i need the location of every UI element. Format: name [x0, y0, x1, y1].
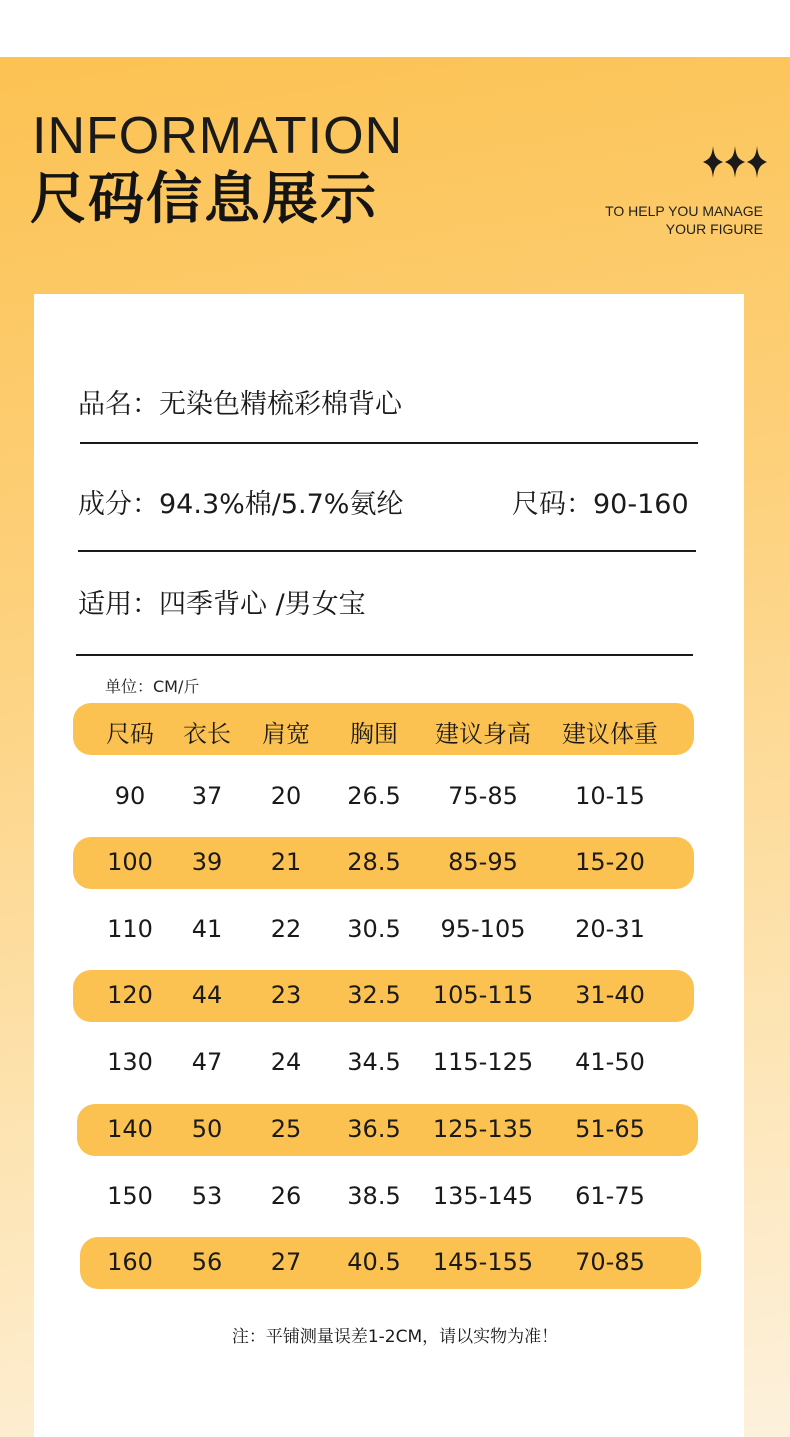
table-cell: 75-85 — [448, 782, 518, 810]
table-cell: 21 — [270, 848, 302, 876]
table-cell: 125-135 — [432, 1115, 534, 1143]
table-cell: 61-75 — [575, 1182, 645, 1210]
table-cell: 44 — [191, 981, 223, 1009]
table-cell: 70-85 — [575, 1248, 645, 1276]
table-cell: 51-65 — [575, 1115, 645, 1143]
table-cell: 28.5 — [347, 848, 401, 876]
tagline — [605, 202, 763, 238]
table-header-cell: 衣长 — [183, 720, 231, 748]
table-cell: 145-155 — [432, 1248, 534, 1276]
table-cell: 100 — [107, 848, 153, 876]
title-chinese: 尺码信息展示 — [30, 167, 378, 232]
divider — [76, 654, 693, 656]
table-cell: 160 — [107, 1248, 153, 1276]
table-cell: 130 — [107, 1048, 153, 1076]
table-cell: 32.5 — [347, 981, 401, 1009]
table-cell: 39 — [191, 848, 223, 876]
table-cell: 53 — [191, 1182, 223, 1210]
table-header-cell: 建议体重 — [562, 720, 658, 748]
title-english: INFORMATION — [32, 107, 404, 165]
sparkle-icon — [702, 142, 768, 182]
table-cell: 40.5 — [347, 1248, 401, 1276]
table-cell: 26 — [270, 1182, 302, 1210]
usage: 适用：四季背心 /男女宝 — [78, 589, 366, 620]
table-cell: 20-31 — [575, 915, 645, 943]
table-cell: 47 — [191, 1048, 223, 1076]
table-cell: 24 — [270, 1048, 302, 1076]
table-cell: 50 — [191, 1115, 223, 1143]
table-cell: 115-125 — [432, 1048, 534, 1076]
table-cell: 90 — [114, 782, 146, 810]
table-cell: 41 — [191, 915, 223, 943]
table-cell: 36.5 — [347, 1115, 401, 1143]
table-cell: 150 — [107, 1182, 153, 1210]
table-cell: 15-20 — [575, 848, 645, 876]
table-cell: 38.5 — [347, 1182, 401, 1210]
table-cell: 26.5 — [347, 782, 401, 810]
measurement-note: 注：平铺测量误差1-2CM，请以实物为准！ — [231, 1327, 559, 1347]
divider — [80, 442, 698, 444]
table-cell: 10-15 — [575, 782, 645, 810]
table-cell: 105-115 — [432, 981, 534, 1009]
table-header-cell: 肩宽 — [262, 720, 310, 748]
tagline-line-1: TO HELP YOU MANAGE — [605, 203, 763, 219]
divider — [78, 550, 696, 552]
table-header-cell: 胸围 — [350, 720, 398, 748]
table-cell: 27 — [270, 1248, 302, 1276]
table-cell: 41-50 — [575, 1048, 645, 1076]
table-cell: 25 — [270, 1115, 302, 1143]
table-cell: 22 — [270, 915, 302, 943]
table-cell: 135-145 — [432, 1182, 534, 1210]
size-range: 尺码：90-160 — [512, 489, 689, 520]
table-cell: 120 — [107, 981, 153, 1009]
unit-label: 单位：CM/斤 — [105, 677, 200, 696]
table-cell: 23 — [270, 981, 302, 1009]
table-cell: 30.5 — [347, 915, 401, 943]
product-name: 品名：无染色精梳彩棉背心 — [78, 389, 402, 420]
composition: 成分：94.3%棉/5.7%氨纶 — [78, 489, 404, 520]
table-cell: 37 — [191, 782, 223, 810]
table-cell: 56 — [191, 1248, 223, 1276]
table-header-cell: 尺码 — [106, 720, 154, 748]
table-cell: 110 — [107, 915, 153, 943]
table-cell: 34.5 — [347, 1048, 401, 1076]
table-cell: 31-40 — [575, 981, 645, 1009]
table-cell: 95-105 — [440, 915, 526, 943]
table-header-cell: 建议身高 — [435, 720, 531, 748]
tagline-line-2: YOUR FIGURE — [665, 221, 763, 237]
table-cell: 85-95 — [448, 848, 518, 876]
table-cell: 20 — [270, 782, 302, 810]
table-cell: 140 — [107, 1115, 153, 1143]
